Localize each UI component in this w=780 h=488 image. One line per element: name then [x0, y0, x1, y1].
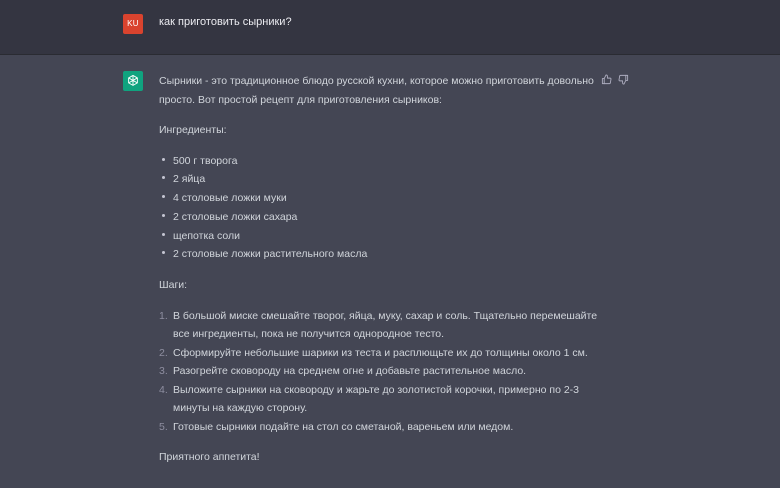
- closing-text: Приятного аппетита!: [159, 451, 260, 464]
- user-message-row: [0, 0, 780, 55]
- step-text: Готовые сырники подайте на стол со сметаной, вареньем или медом.: [173, 420, 514, 433]
- list-item: щепотка соли: [159, 227, 599, 246]
- intro-text: Сырники - это традиционное блюдо русской кухни, которое можно приготовить довольно просто. Вот простой рецепт для приготовления сырников:: [159, 75, 594, 106]
- step-number: 5.: [159, 420, 168, 433]
- list-item: 2 столовые ложки сахара: [159, 208, 599, 227]
- thumbs-up-icon[interactable]: [601, 72, 612, 83]
- step-text: Сформируйте небольшие шарики из теста и расплющьте их до толщины около 1 см.: [173, 346, 588, 359]
- thumbs-down-icon[interactable]: [618, 72, 629, 83]
- assistant-message-row: [0, 55, 780, 488]
- user-message-text: как приготовить сырники?: [159, 16, 292, 28]
- step-number: 4.: [159, 383, 168, 396]
- steps-heading: Шаги:: [159, 279, 188, 292]
- assistant-message-content: [159, 72, 599, 467]
- assistant-avatar: [123, 71, 143, 91]
- list-item: 4 столовые ложки муки: [159, 189, 599, 208]
- ingredients-list: [159, 152, 599, 265]
- step-text: Разогрейте сковороду на среднем огне и добавьте растительное масло.: [173, 365, 527, 378]
- list-item: 500 г творога: [159, 152, 599, 171]
- openai-logo-icon: [126, 74, 140, 88]
- step-number: 3.: [159, 365, 168, 378]
- list-item: [159, 418, 599, 437]
- step-text: В большой миске смешайте творог, яйца, муку, сахар и соль. Тщательно перемешайте все ингредиенты, пока не получится однородное тесто.: [173, 309, 598, 341]
- step-number: 1.: [159, 309, 168, 322]
- ingredients-heading: Ингредиенты:: [159, 124, 227, 136]
- list-item: [159, 344, 599, 363]
- feedback-buttons: [601, 72, 629, 83]
- list-item: [159, 381, 599, 418]
- step-number: 2.: [159, 346, 168, 359]
- list-item: [159, 307, 599, 344]
- steps-list: [159, 307, 599, 437]
- step-text: Выложите сырники на сковороду и жарьте до золотистой корочки, примерно по 2-3 минуты на каждую сторону.: [173, 383, 580, 415]
- list-item: 2 столовые ложки растительного масла: [159, 245, 599, 264]
- list-item: [159, 362, 599, 381]
- user-avatar: KU: [123, 14, 143, 34]
- list-item: 2 яйца: [159, 170, 599, 189]
